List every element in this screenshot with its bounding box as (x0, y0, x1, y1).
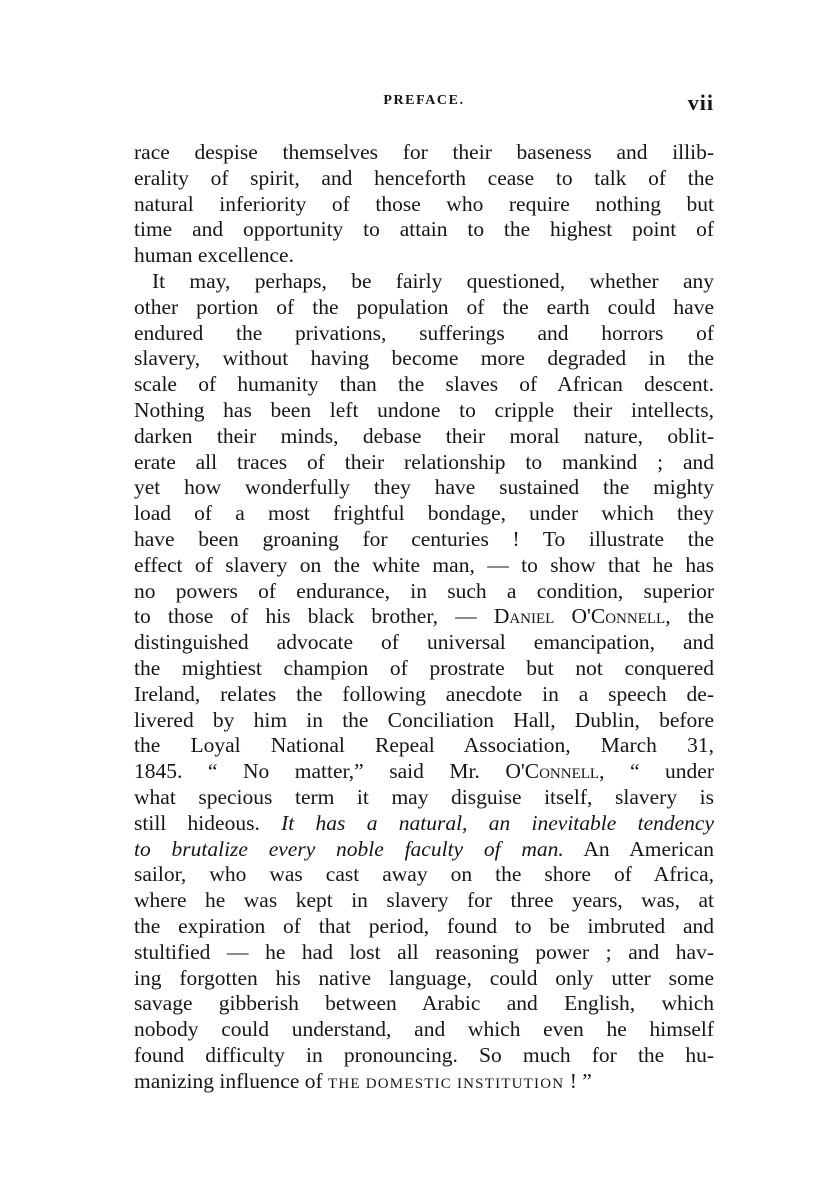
text-run: , “ under (599, 759, 714, 784)
text-run: Nothing has been left undone to cripple their intellects, (134, 397, 714, 422)
text-run: where he was kept in slavery for three years, was, at (134, 888, 714, 913)
text-line (134, 501, 714, 527)
text-run: yet how wonderfully they have sustained the mighty (134, 475, 714, 500)
text-line (134, 450, 714, 476)
text-line (134, 914, 714, 940)
text-run: scale of humanity than the slaves of African descent. (134, 372, 714, 397)
text-line (134, 527, 714, 553)
text-run: stultified — he had lost all reasoning power ; and hav- (134, 939, 714, 964)
text-run: the Loyal National Repeal Association, March 31, (134, 733, 714, 758)
text-run: manizing influence of (134, 1068, 329, 1093)
text-line (134, 346, 714, 372)
text-run: slavery, without having become more degraded in the (134, 346, 714, 371)
text-line (134, 398, 714, 424)
text-line (134, 243, 714, 269)
text-run: ing forgotten his native language, could only utter some (134, 965, 714, 990)
text-run: ! ” (564, 1068, 592, 1093)
text-line (134, 682, 714, 708)
text-run: what specious term it may disguise itself, slavery is (134, 784, 714, 809)
text-line (134, 862, 714, 888)
text-line (134, 708, 714, 734)
text-line (134, 579, 714, 605)
text-run: erality of spirit, and henceforth cease to talk of the (134, 165, 714, 190)
text-line (134, 217, 714, 243)
text-line (134, 166, 714, 192)
text-run: have been groaning for centuries ! To illustrate the (134, 526, 714, 551)
small-caps-name: O'Connell (505, 759, 600, 784)
text-line (134, 604, 714, 630)
text-line (134, 140, 714, 166)
text-run: savage gibberish between Arabic and English, which (134, 991, 714, 1016)
text-run: other portion of the population of the earth could have (134, 294, 714, 319)
text-line (134, 656, 714, 682)
italic-text: It has a natural, an inevitable tendency (281, 810, 714, 835)
text-run: An American (563, 836, 715, 861)
text-line (134, 192, 714, 218)
text-line (134, 1069, 714, 1095)
small-caps-phrase: THE DOMESTIC INSTITUTION (328, 1075, 565, 1092)
page-number: vii (687, 90, 714, 115)
text-line (134, 1017, 714, 1043)
text-run: sailor, who was cast away on the shore of Africa, (134, 862, 714, 887)
text-run: the expiration of that period, found to be imbruted and (134, 913, 714, 938)
text-run: endured the privations, sufferings and horrors of (134, 320, 714, 345)
text-line (134, 630, 714, 656)
text-line (134, 321, 714, 347)
text-run: to those of his black brother, — (134, 604, 494, 629)
text-line (134, 837, 714, 863)
text-line (134, 295, 714, 321)
text-run: distinguished advocate of universal emancipation, and (134, 630, 714, 655)
running-title: PREFACE. (383, 93, 465, 108)
text-line (134, 553, 714, 579)
text-line (134, 991, 714, 1017)
page-header (134, 90, 714, 114)
text-line (134, 811, 714, 837)
text-line (134, 424, 714, 450)
text-run: race despise themselves for their baseness and illib- (134, 140, 714, 164)
text-line (134, 733, 714, 759)
text-run: erate all traces of their relationship to mankind ; and (134, 449, 714, 474)
text-run: the mightiest champion of prostrate but not conquered (134, 655, 714, 680)
small-caps-name: Daniel O'Connell (493, 604, 666, 629)
text-run: livered by him in the Conciliation Hall, Dublin, before (134, 707, 714, 732)
text-run: load of a most frightful bondage, under which they (134, 501, 714, 526)
text-run: found difficulty in pronouncing. So much for the hu- (134, 1042, 714, 1067)
text-run: time and opportunity to attain to the highest point of (134, 217, 714, 242)
text-line (134, 966, 714, 992)
text-run: still hideous. (134, 810, 282, 835)
text-line (134, 1043, 714, 1069)
text-line (134, 269, 714, 295)
text-run: It may, perhaps, be fairly questioned, whether any (152, 268, 714, 293)
italic-text: to brutalize every noble faculty of man. (134, 836, 564, 861)
text-line (134, 372, 714, 398)
text-run: darken their minds, debase their moral nature, oblit- (134, 423, 714, 448)
text-run: no powers of endurance, in such a condition, superior (134, 578, 714, 603)
text-run: nobody could understand, and which even he himself (134, 1017, 714, 1042)
text-run: 1845. “ No matter,” said Mr. (134, 759, 506, 784)
text-line (134, 475, 714, 501)
text-line (134, 785, 714, 811)
text-run: , the (665, 604, 714, 629)
text-line (134, 940, 714, 966)
text-run: natural inferiority of those who require nothing but (134, 191, 714, 216)
text-run: effect of slavery on the white man, — to show that he has (134, 552, 714, 577)
text-line (134, 888, 714, 914)
text-run: Ireland, relates the following anecdote in a speech de- (134, 681, 714, 706)
text-line (134, 759, 714, 785)
body-text (134, 140, 714, 1094)
text-run: human excellence. (134, 243, 294, 268)
